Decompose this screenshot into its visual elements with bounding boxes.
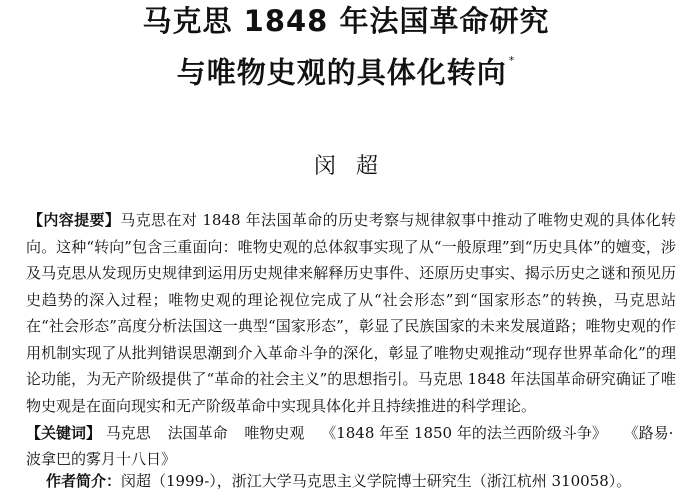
keywords-block	[26, 420, 676, 472]
keywords-label: 【关键词】	[26, 424, 102, 442]
keyword-item: 马克思	[105, 424, 151, 442]
abstract-label: 【内容提要】	[28, 211, 121, 229]
keyword-item: 《1848 年至 1850 年的法兰西阶级斗争》	[321, 424, 607, 442]
author-info-label: 作者简介：	[46, 472, 122, 490]
author-info-text: 闵超（1999-），浙江大学马克思主义学院博士研究生（浙江杭州 310058）。	[121, 472, 632, 490]
keyword-item: 法国革命	[167, 424, 228, 442]
title-text-2: 与唯物史观的具体化转向	[176, 55, 507, 90]
abstract-text: 马克思在对 1848 年法国革命的历史考察与规律叙事中推动了唯物史观的具体化转向。这种“转向”包含三重面向：唯物史观的总体叙事实现了从“一般原理”到“历史具体”的嬗变，涉及马克思从发现历史规律到运用历史规律来解释历史事件、还原历史事实、揭示历史之谜和预见历史趋势的深入过程；唯物史观的理论视位完成了从“社会形态”到“国家形态”的转换，马克思站在“社会形态”高度分析法国这一典型“国家形态”，彰显了民族国家的未来发展道路；唯物史观的作用机制实现了从批判错误思潮到介入革命斗争的深化，彰显了唯物史观推动“现存世界革命化”的理论功能，为无产阶级提供了“革命的社会主义”的思想指引。马克思 1848 年法国革命研究确证了唯物史观是在面向现实和无产阶级革命中实现具体化并且持续推进的科学理论。	[26, 211, 676, 415]
title-footnote-mark[interactable]: *	[508, 54, 516, 67]
paper-title-line-2	[0, 52, 692, 90]
title-text-1: 马克思 1848 年法国革命研究	[142, 4, 550, 38]
keyword-item: 《路易·波拿巴的雾月十八日》	[26, 424, 674, 468]
paper-title-line-1	[0, 4, 692, 38]
author-info-block	[46, 470, 676, 492]
abstract-block	[26, 207, 676, 419]
author-name: 闵超	[313, 154, 398, 179]
keyword-item: 唯物史观	[244, 424, 305, 442]
